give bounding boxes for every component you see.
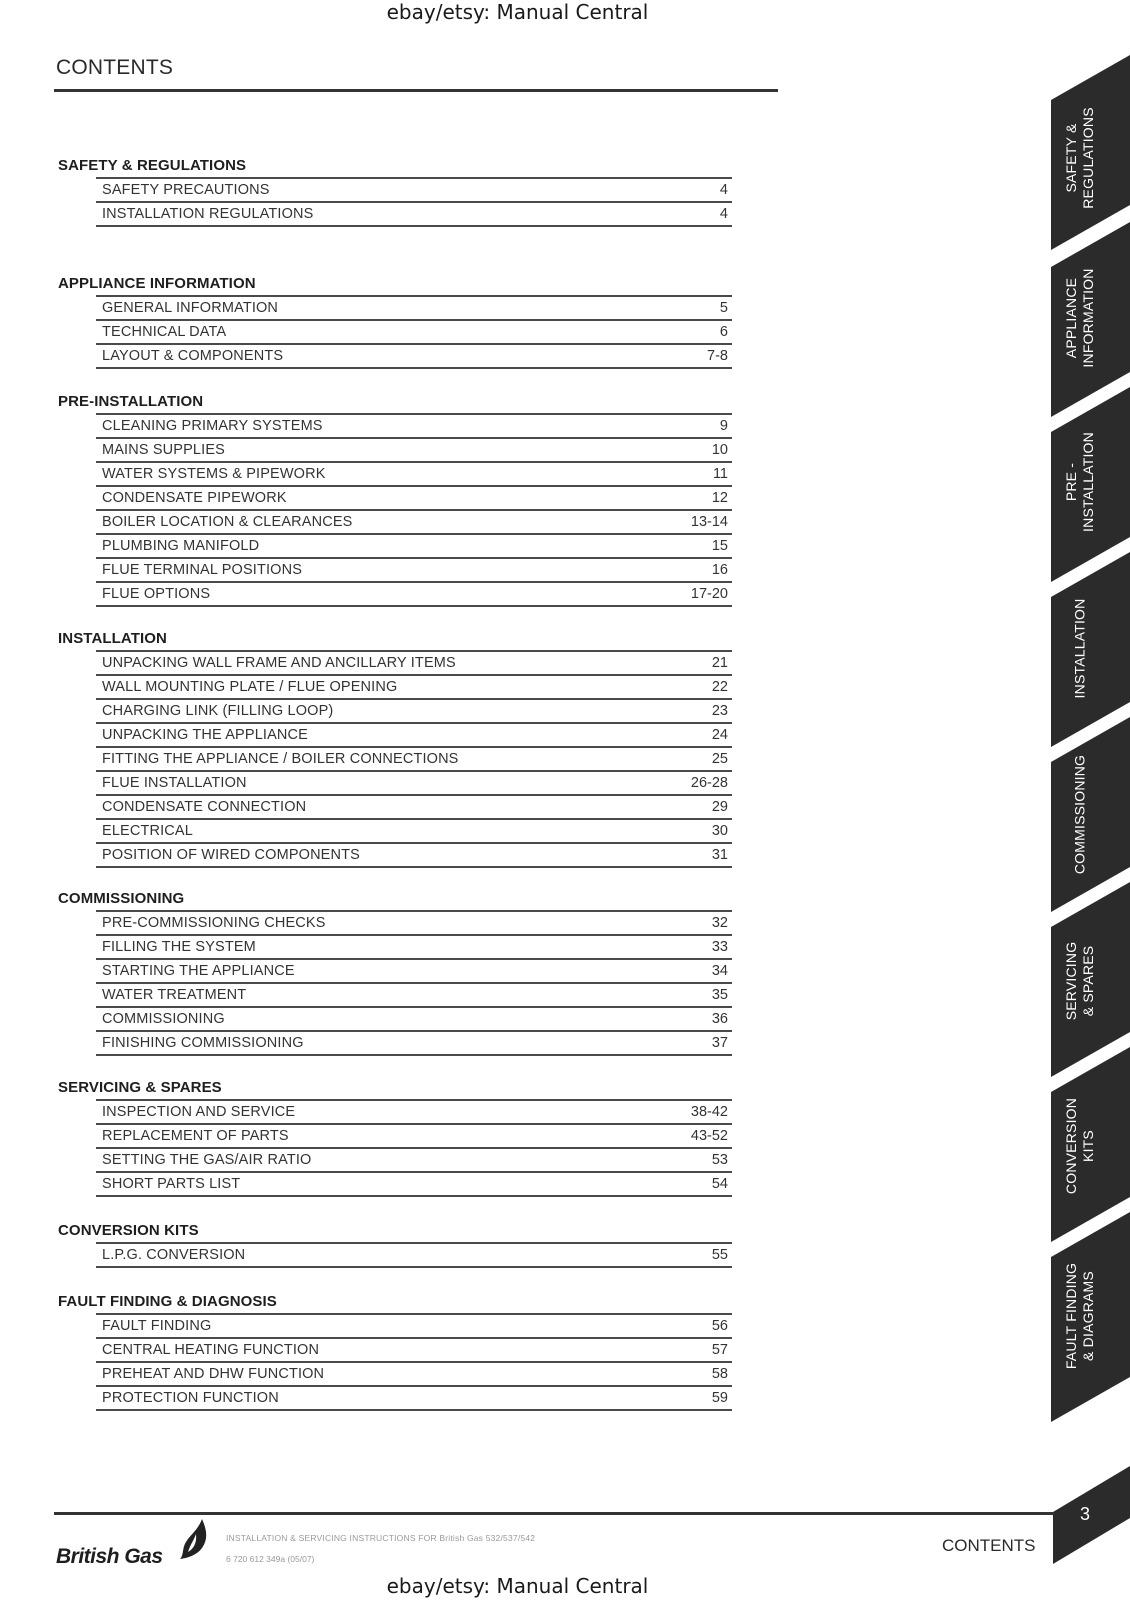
tab-label-line2: INSTALLATION	[1080, 432, 1096, 532]
entry-page: 35	[711, 987, 728, 1003]
entry-label: WALL MOUNTING PLATE / FLUE OPENING	[102, 679, 398, 695]
page-title: CONTENTS	[56, 56, 174, 79]
entry-page: 21	[711, 655, 728, 671]
tab-label-line1: SERVICING	[1063, 941, 1079, 1021]
entry-label: GENERAL INFORMATION	[102, 300, 279, 316]
tab-label-line2: KITS	[1080, 1130, 1096, 1162]
entry-label: COMMISSIONING	[102, 1011, 225, 1027]
brand-logo-text: British Gas	[56, 1545, 163, 1568]
flame-logo-icon	[176, 1518, 210, 1562]
entry-page: 5	[719, 300, 728, 316]
entry-page: 30	[711, 823, 728, 839]
entry-page: 13-14	[690, 514, 728, 530]
entry-page: 33	[711, 939, 728, 955]
entry-page: 26-28	[690, 775, 728, 791]
entry-label: LAYOUT & COMPONENTS	[102, 348, 284, 364]
entry-label: PLUMBING MANIFOLD	[102, 538, 260, 554]
entry-page: 4	[719, 182, 728, 198]
entry-page: 38-42	[690, 1104, 728, 1120]
tab-label-line2: REGULATIONS	[1080, 107, 1096, 209]
entry-label: SETTING THE GAS/AIR RATIO	[102, 1152, 312, 1168]
entry-label: TECHNICAL DATA	[102, 324, 227, 340]
entry-page: 54	[711, 1176, 728, 1192]
entry-label: INSPECTION AND SERVICE	[102, 1104, 296, 1120]
entry-label: CLEANING PRIMARY SYSTEMS	[102, 418, 323, 434]
entry-page: 10	[711, 442, 728, 458]
section-heading: APPLIANCE INFORMATION	[58, 275, 256, 292]
entry-page: 37	[711, 1035, 728, 1051]
entry-label: WATER TREATMENT	[102, 987, 247, 1003]
entry-page: 36	[711, 1011, 728, 1027]
entry-page: 34	[711, 963, 728, 979]
entry-label: FLUE TERMINAL POSITIONS	[102, 562, 303, 578]
section-heading: SAFETY & REGULATIONS	[58, 157, 247, 174]
entry-label: CONDENSATE PIPEWORK	[102, 490, 287, 506]
entry-page: 12	[711, 490, 728, 506]
entry-label: L.P.G. CONVERSION	[102, 1247, 246, 1263]
tab-label-line1: PRE -	[1063, 462, 1079, 502]
entry-label: PRE-COMMISSIONING CHECKS	[102, 915, 326, 931]
tab-label-line1: APPLIANCE	[1063, 277, 1079, 359]
page-number: 3	[1080, 1504, 1091, 1524]
entry-label: FILLING THE SYSTEM	[102, 939, 256, 955]
entry-label: PREHEAT AND DHW FUNCTION	[102, 1366, 325, 1382]
section-heading: FAULT FINDING & DIAGNOSIS	[58, 1293, 277, 1310]
tab-label-line2: & DIAGRAMS	[1080, 1271, 1096, 1361]
entry-page: 6	[719, 324, 728, 340]
entry-label: MAINS SUPPLIES	[102, 442, 225, 458]
tab-label-line1: INSTALLATION	[1071, 598, 1088, 699]
section-heading: COMMISSIONING	[58, 890, 185, 907]
section-heading: CONVERSION KITS	[58, 1222, 199, 1239]
entry-page: 55	[711, 1247, 728, 1263]
entry-label: ELECTRICAL	[102, 823, 193, 839]
tab-shape-installation	[1051, 552, 1130, 747]
footer-doc-title: INSTALLATION & SERVICING INSTRUCTIONS FOR British Gas 532/537/542	[226, 1533, 536, 1543]
entry-page: 58	[711, 1366, 728, 1382]
entry-label: UNPACKING WALL FRAME AND ANCILLARY ITEMS	[102, 655, 456, 671]
tab-label-line2: & SPARES	[1080, 945, 1096, 1017]
entry-label: FITTING THE APPLIANCE / BOILER CONNECTIONS	[102, 751, 459, 767]
entry-label: SAFETY PRECAUTIONS	[102, 182, 270, 198]
entry-page: 11	[712, 466, 728, 482]
entry-label: INSTALLATION REGULATIONS	[102, 206, 314, 222]
entry-page: 15	[711, 538, 728, 554]
entry-label: UNPACKING THE APPLIANCE	[102, 727, 308, 743]
entry-page: 7-8	[707, 348, 728, 364]
entry-page: 32	[711, 915, 728, 931]
entry-page: 57	[711, 1342, 728, 1358]
tab-label-line1: COMMISSIONING	[1071, 754, 1088, 875]
entry-page: 22	[711, 679, 728, 695]
entry-label: WATER SYSTEMS & PIPEWORK	[102, 466, 326, 482]
entry-page: 9	[719, 418, 728, 434]
footer-section-label: CONTENTS	[942, 1536, 1036, 1555]
entry-label: CONDENSATE CONNECTION	[102, 799, 307, 815]
section-heading: SERVICING & SPARES	[58, 1079, 222, 1096]
entry-label: CHARGING LINK (FILLING LOOP)	[102, 703, 334, 719]
watermark-bottom: ebay/etsy: Manual Central	[386, 1574, 649, 1598]
tab-shape-commissioning	[1051, 717, 1130, 912]
entry-label: FLUE INSTALLATION	[102, 775, 247, 791]
section-heading: PRE-INSTALLATION	[58, 393, 204, 410]
entry-label: STARTING THE APPLIANCE	[102, 963, 295, 979]
entry-page: 31	[711, 847, 728, 863]
entry-page: 53	[711, 1152, 728, 1168]
entry-label: PROTECTION FUNCTION	[102, 1390, 279, 1406]
entry-label: CENTRAL HEATING FUNCTION	[102, 1342, 320, 1358]
entry-page: 16	[711, 562, 728, 578]
tab-label-line1: SAFETY &	[1063, 123, 1079, 193]
footer-divider	[54, 1512, 1054, 1515]
entry-label: FLUE OPTIONS	[102, 586, 211, 602]
entry-label: FINISHING COMMISSIONING	[102, 1035, 304, 1051]
entry-page: 25	[711, 751, 728, 767]
entry-label: BOILER LOCATION & CLEARANCES	[102, 514, 353, 530]
tab-label-line2: INFORMATION	[1080, 268, 1096, 368]
watermark-top: ebay/etsy: Manual Central	[386, 0, 649, 24]
entry-page: 59	[711, 1390, 728, 1406]
entry-label: FAULT FINDING	[102, 1318, 212, 1334]
entry-page: 4	[719, 206, 728, 222]
entry-page: 43-52	[690, 1128, 728, 1144]
section-heading: INSTALLATION	[58, 630, 167, 647]
entry-page: 24	[711, 727, 728, 743]
entry-page: 23	[711, 703, 728, 719]
tab-label-line1: FAULT FINDING	[1063, 1262, 1079, 1370]
entry-label: SHORT PARTS LIST	[102, 1176, 241, 1192]
footer-doc-code: 6 720 612 349a (05/07)	[226, 1554, 315, 1564]
entry-page: 17-20	[690, 586, 728, 602]
entry-label: REPLACEMENT OF PARTS	[102, 1128, 289, 1144]
tab-label-line1: CONVERSION	[1063, 1097, 1079, 1195]
entry-page: 56	[711, 1318, 728, 1334]
page-number-tab-shape	[1053, 1466, 1130, 1564]
entry-label: POSITION OF WIRED COMPONENTS	[102, 847, 360, 863]
entry-page: 29	[711, 799, 728, 815]
